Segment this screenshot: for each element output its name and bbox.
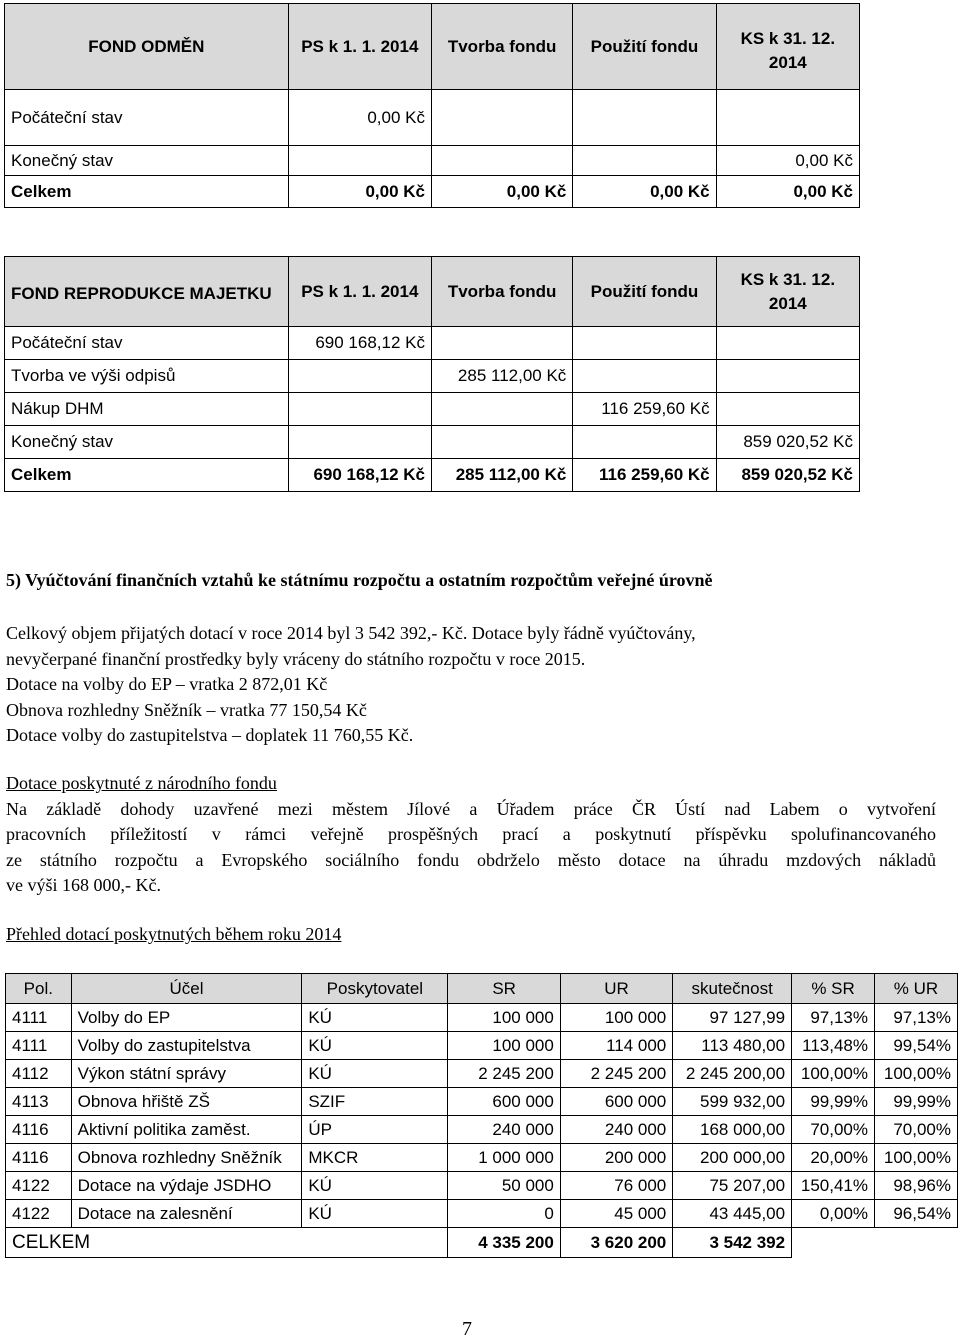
grant-cell: 20,00%	[792, 1144, 875, 1172]
table-header-row	[5, 4, 860, 90]
grant-cell: SZIF	[302, 1088, 448, 1116]
table-row	[6, 1172, 958, 1200]
value-cell	[573, 327, 716, 360]
grant-cell: 98,96%	[875, 1172, 958, 1200]
row-label: Počáteční stav	[5, 90, 289, 146]
grant-cell: 100 000	[448, 1032, 560, 1060]
grant-cell: 100,00%	[792, 1060, 875, 1088]
grant-cell: 600 000	[560, 1088, 672, 1116]
value-cell	[431, 327, 572, 360]
text-line: Dotace na volby do EP – vratka 2 872,01 Kč	[6, 674, 328, 694]
value-cell: 859 020,52 Kč	[716, 426, 859, 459]
table-row	[5, 327, 860, 360]
grant-cell: 113,48%	[792, 1032, 875, 1060]
value-cell: 690 168,12 Kč	[288, 327, 431, 360]
grant-cell: KÚ	[302, 1004, 448, 1032]
table-row	[6, 1144, 958, 1172]
table-row	[5, 426, 860, 459]
table-header-row	[5, 257, 860, 327]
grant-cell: 4116	[6, 1116, 72, 1144]
text-line: ze státního rozpočtu a Evropského sociálního fondu obdrželo město dotace na úhradu mzdových nákladů	[6, 849, 936, 870]
value-cell	[716, 327, 859, 360]
grant-cell: 99,99%	[792, 1088, 875, 1116]
total-cell: 3 620 200	[560, 1228, 672, 1258]
grant-cell: 2 245 200	[560, 1060, 672, 1088]
grant-cell: 0,00%	[792, 1200, 875, 1228]
grant-cell: 0	[448, 1200, 560, 1228]
header-cell: FOND REPRODUKCE MAJETKU	[5, 257, 289, 327]
text-line: nevyčerpané finanční prostředky byly vráceny do státního rozpočtu v roce 2015.	[6, 648, 586, 669]
table-row	[6, 1060, 958, 1088]
grant-cell: 599 932,00	[673, 1088, 792, 1116]
table-row	[6, 1088, 958, 1116]
total-row	[5, 459, 860, 492]
grant-cell: 96,54%	[875, 1200, 958, 1228]
total-row	[6, 1228, 958, 1258]
header-cell: PS k 1. 1. 2014	[288, 4, 431, 90]
table-row	[5, 146, 860, 176]
grant-cell: 43 445,00	[673, 1200, 792, 1228]
grant-cell: KÚ	[302, 1172, 448, 1200]
grant-cell: 45 000	[560, 1200, 672, 1228]
grant-cell: 2 245 200	[448, 1060, 560, 1088]
grant-cell: Výkon státní správy	[71, 1060, 302, 1088]
table-row	[6, 1032, 958, 1060]
grant-cell: 100,00%	[875, 1060, 958, 1088]
header-line: 2014	[768, 52, 807, 72]
grant-cell: 4111	[6, 1032, 72, 1060]
total-label: Celkem	[5, 176, 289, 208]
header-cell: Použití fondu	[573, 4, 716, 90]
grant-cell: 97,13%	[875, 1004, 958, 1032]
value-cell	[288, 146, 431, 176]
grant-cell: 168 000,00	[673, 1116, 792, 1144]
grant-cell: 200 000,00	[673, 1144, 792, 1172]
grants-table	[5, 973, 958, 1258]
value-cell	[431, 90, 572, 146]
header-cell: PS k 1. 1. 2014	[288, 257, 431, 327]
value-cell	[288, 426, 431, 459]
grant-cell: 600 000	[448, 1088, 560, 1116]
grant-cell: 70,00%	[792, 1116, 875, 1144]
table-row	[6, 1004, 958, 1032]
value-cell	[573, 426, 716, 459]
text-line: Na základě dohody uzavřené mezi městem Jílové a Úřadem práce ČR Ústí nad Labem o vytvoření	[6, 798, 936, 819]
grant-cell: 200 000	[560, 1144, 672, 1172]
section-title: 5) Vyúčtování finančních vztahů ke státnímu rozpočtu a ostatním rozpočtům veřejné úrovně	[6, 570, 713, 590]
narodni-fond-paragraph	[6, 771, 936, 899]
grant-cell: 2 245 200,00	[673, 1060, 792, 1088]
grant-cell: 4116	[6, 1144, 72, 1172]
value-cell	[573, 90, 716, 146]
fund-reprodukce-table	[4, 256, 860, 492]
grant-cell: 100 000	[448, 1004, 560, 1032]
grant-cell: Obnova rozhledny Sněžník	[71, 1144, 302, 1172]
text-line: Dotace volby do zastupitelstva – doplatek 11 760,55 Kč.	[6, 725, 414, 745]
header-line: KS k 31. 12.	[740, 28, 836, 48]
grant-cell: 100,00%	[875, 1144, 958, 1172]
table-row	[5, 90, 860, 146]
text-line: Obnova rozhledny Sněžník – vratka 77 150,54 Kč	[6, 699, 367, 720]
grant-cell: 50 000	[448, 1172, 560, 1200]
row-label: Konečný stav	[5, 146, 289, 176]
header-cell: % UR	[875, 974, 958, 1004]
value-cell	[573, 360, 716, 393]
grant-cell: 97 127,99	[673, 1004, 792, 1032]
header-line: 2014	[768, 293, 807, 313]
value-cell	[288, 360, 431, 393]
row-label: Konečný stav	[5, 426, 289, 459]
text-line: Celkový objem přijatých dotací v roce 2014 byl 3 542 392,- Kč. Dotace byly řádně vyúčtovány,	[6, 623, 696, 643]
value-cell	[716, 90, 859, 146]
header-cell: Účel	[71, 974, 302, 1004]
header-line: KS k 31. 12.	[740, 269, 836, 289]
grant-cell: 4112	[6, 1060, 72, 1088]
subsection-heading: Dotace poskytnuté z národního fondu	[6, 773, 277, 793]
grant-cell: KÚ	[302, 1200, 448, 1228]
value-cell	[716, 360, 859, 393]
header-cell: skutečnost	[673, 974, 792, 1004]
total-cell: 0,00 Kč	[288, 176, 431, 208]
header-cell: % SR	[792, 974, 875, 1004]
page-number: 7	[462, 1318, 472, 1340]
grant-cell: 4113	[6, 1088, 72, 1116]
header-cell: UR	[560, 974, 672, 1004]
header-cell: Tvorba fondu	[431, 257, 572, 327]
grant-cell: 1 000 000	[448, 1144, 560, 1172]
grant-cell: 4122	[6, 1200, 72, 1228]
row-label: Tvorba ve výši odpisů	[5, 360, 289, 393]
grant-cell: MKCR	[302, 1144, 448, 1172]
grant-cell: 240 000	[448, 1116, 560, 1144]
text-line: ve výši 168 000,- Kč.	[6, 875, 161, 895]
grant-cell: 97,13%	[792, 1004, 875, 1032]
grant-cell: KÚ	[302, 1032, 448, 1060]
total-cell: 0,00 Kč	[573, 176, 716, 208]
grant-cell: Volby do EP	[71, 1004, 302, 1032]
table-header-row	[6, 974, 958, 1004]
header-cell: Použití fondu	[573, 257, 716, 327]
total-cell: 285 112,00 Kč	[431, 459, 572, 492]
grant-cell: 113 480,00	[673, 1032, 792, 1060]
value-cell	[431, 426, 572, 459]
value-cell: 116 259,60 Kč	[573, 393, 716, 426]
header-cell: Poskytovatel	[302, 974, 448, 1004]
grant-cell: 150,41%	[792, 1172, 875, 1200]
grant-cell: 100 000	[560, 1004, 672, 1032]
grant-cell: 70,00%	[875, 1116, 958, 1144]
table-row	[6, 1116, 958, 1144]
value-cell	[573, 146, 716, 176]
grant-cell: Dotace na zalesnění	[71, 1200, 302, 1228]
value-cell	[431, 393, 572, 426]
value-cell	[431, 146, 572, 176]
grant-cell: Volby do zastupitelstva	[71, 1032, 302, 1060]
grant-cell: 99,99%	[875, 1088, 958, 1116]
total-cell: 3 542 392	[673, 1228, 792, 1258]
empty-cell	[792, 1228, 875, 1258]
header-cell: SR	[448, 974, 560, 1004]
value-cell	[716, 393, 859, 426]
grant-cell: 114 000	[560, 1032, 672, 1060]
fund-odmen-table	[4, 3, 860, 208]
total-label: Celkem	[5, 459, 289, 492]
grant-cell: 99,54%	[875, 1032, 958, 1060]
header-cell	[716, 257, 859, 327]
total-cell: 859 020,52 Kč	[716, 459, 859, 492]
grant-cell: 4122	[6, 1172, 72, 1200]
header-cell: Tvorba fondu	[431, 4, 572, 90]
grant-cell: 75 207,00	[673, 1172, 792, 1200]
total-cell: 690 168,12 Kč	[288, 459, 431, 492]
grant-cell: 4111	[6, 1004, 72, 1032]
grant-cell: 240 000	[560, 1116, 672, 1144]
intro-paragraph	[6, 621, 696, 749]
value-cell: 0,00 Kč	[716, 146, 859, 176]
header-cell: Pol.	[6, 974, 72, 1004]
grant-cell: Obnova hřiště ZŠ	[71, 1088, 302, 1116]
text-line: pracovních příležitostí v rámci veřejně prospěšných prací a poskytnutí příspěvku spolufinancovaného	[6, 824, 936, 844]
grant-cell: Aktivní politika zaměst.	[71, 1116, 302, 1144]
table-row	[5, 393, 860, 426]
grant-cell: 76 000	[560, 1172, 672, 1200]
empty-cell	[875, 1228, 958, 1258]
table-row	[5, 360, 860, 393]
subsection-heading: Přehled dotací poskytnutých během roku 2014	[6, 924, 342, 944]
row-label: Nákup DHM	[5, 393, 289, 426]
total-cell: 0,00 Kč	[431, 176, 572, 208]
value-cell	[288, 393, 431, 426]
value-cell: 285 112,00 Kč	[431, 360, 572, 393]
table-row	[6, 1200, 958, 1228]
total-cell: 4 335 200	[448, 1228, 560, 1258]
prehled-heading-block	[6, 922, 341, 948]
total-cell: 0,00 Kč	[716, 176, 859, 208]
grant-cell: ÚP	[302, 1116, 448, 1144]
total-row	[5, 176, 860, 208]
grant-cell: Dotace na výdaje JSDHO	[71, 1172, 302, 1200]
header-cell	[716, 4, 859, 90]
value-cell: 0,00 Kč	[288, 90, 431, 146]
row-label: Počáteční stav	[5, 327, 289, 360]
grant-cell: KÚ	[302, 1060, 448, 1088]
total-label: CELKEM	[6, 1228, 448, 1258]
total-cell: 116 259,60 Kč	[573, 459, 716, 492]
header-cell: FOND ODMĚN	[5, 4, 289, 90]
